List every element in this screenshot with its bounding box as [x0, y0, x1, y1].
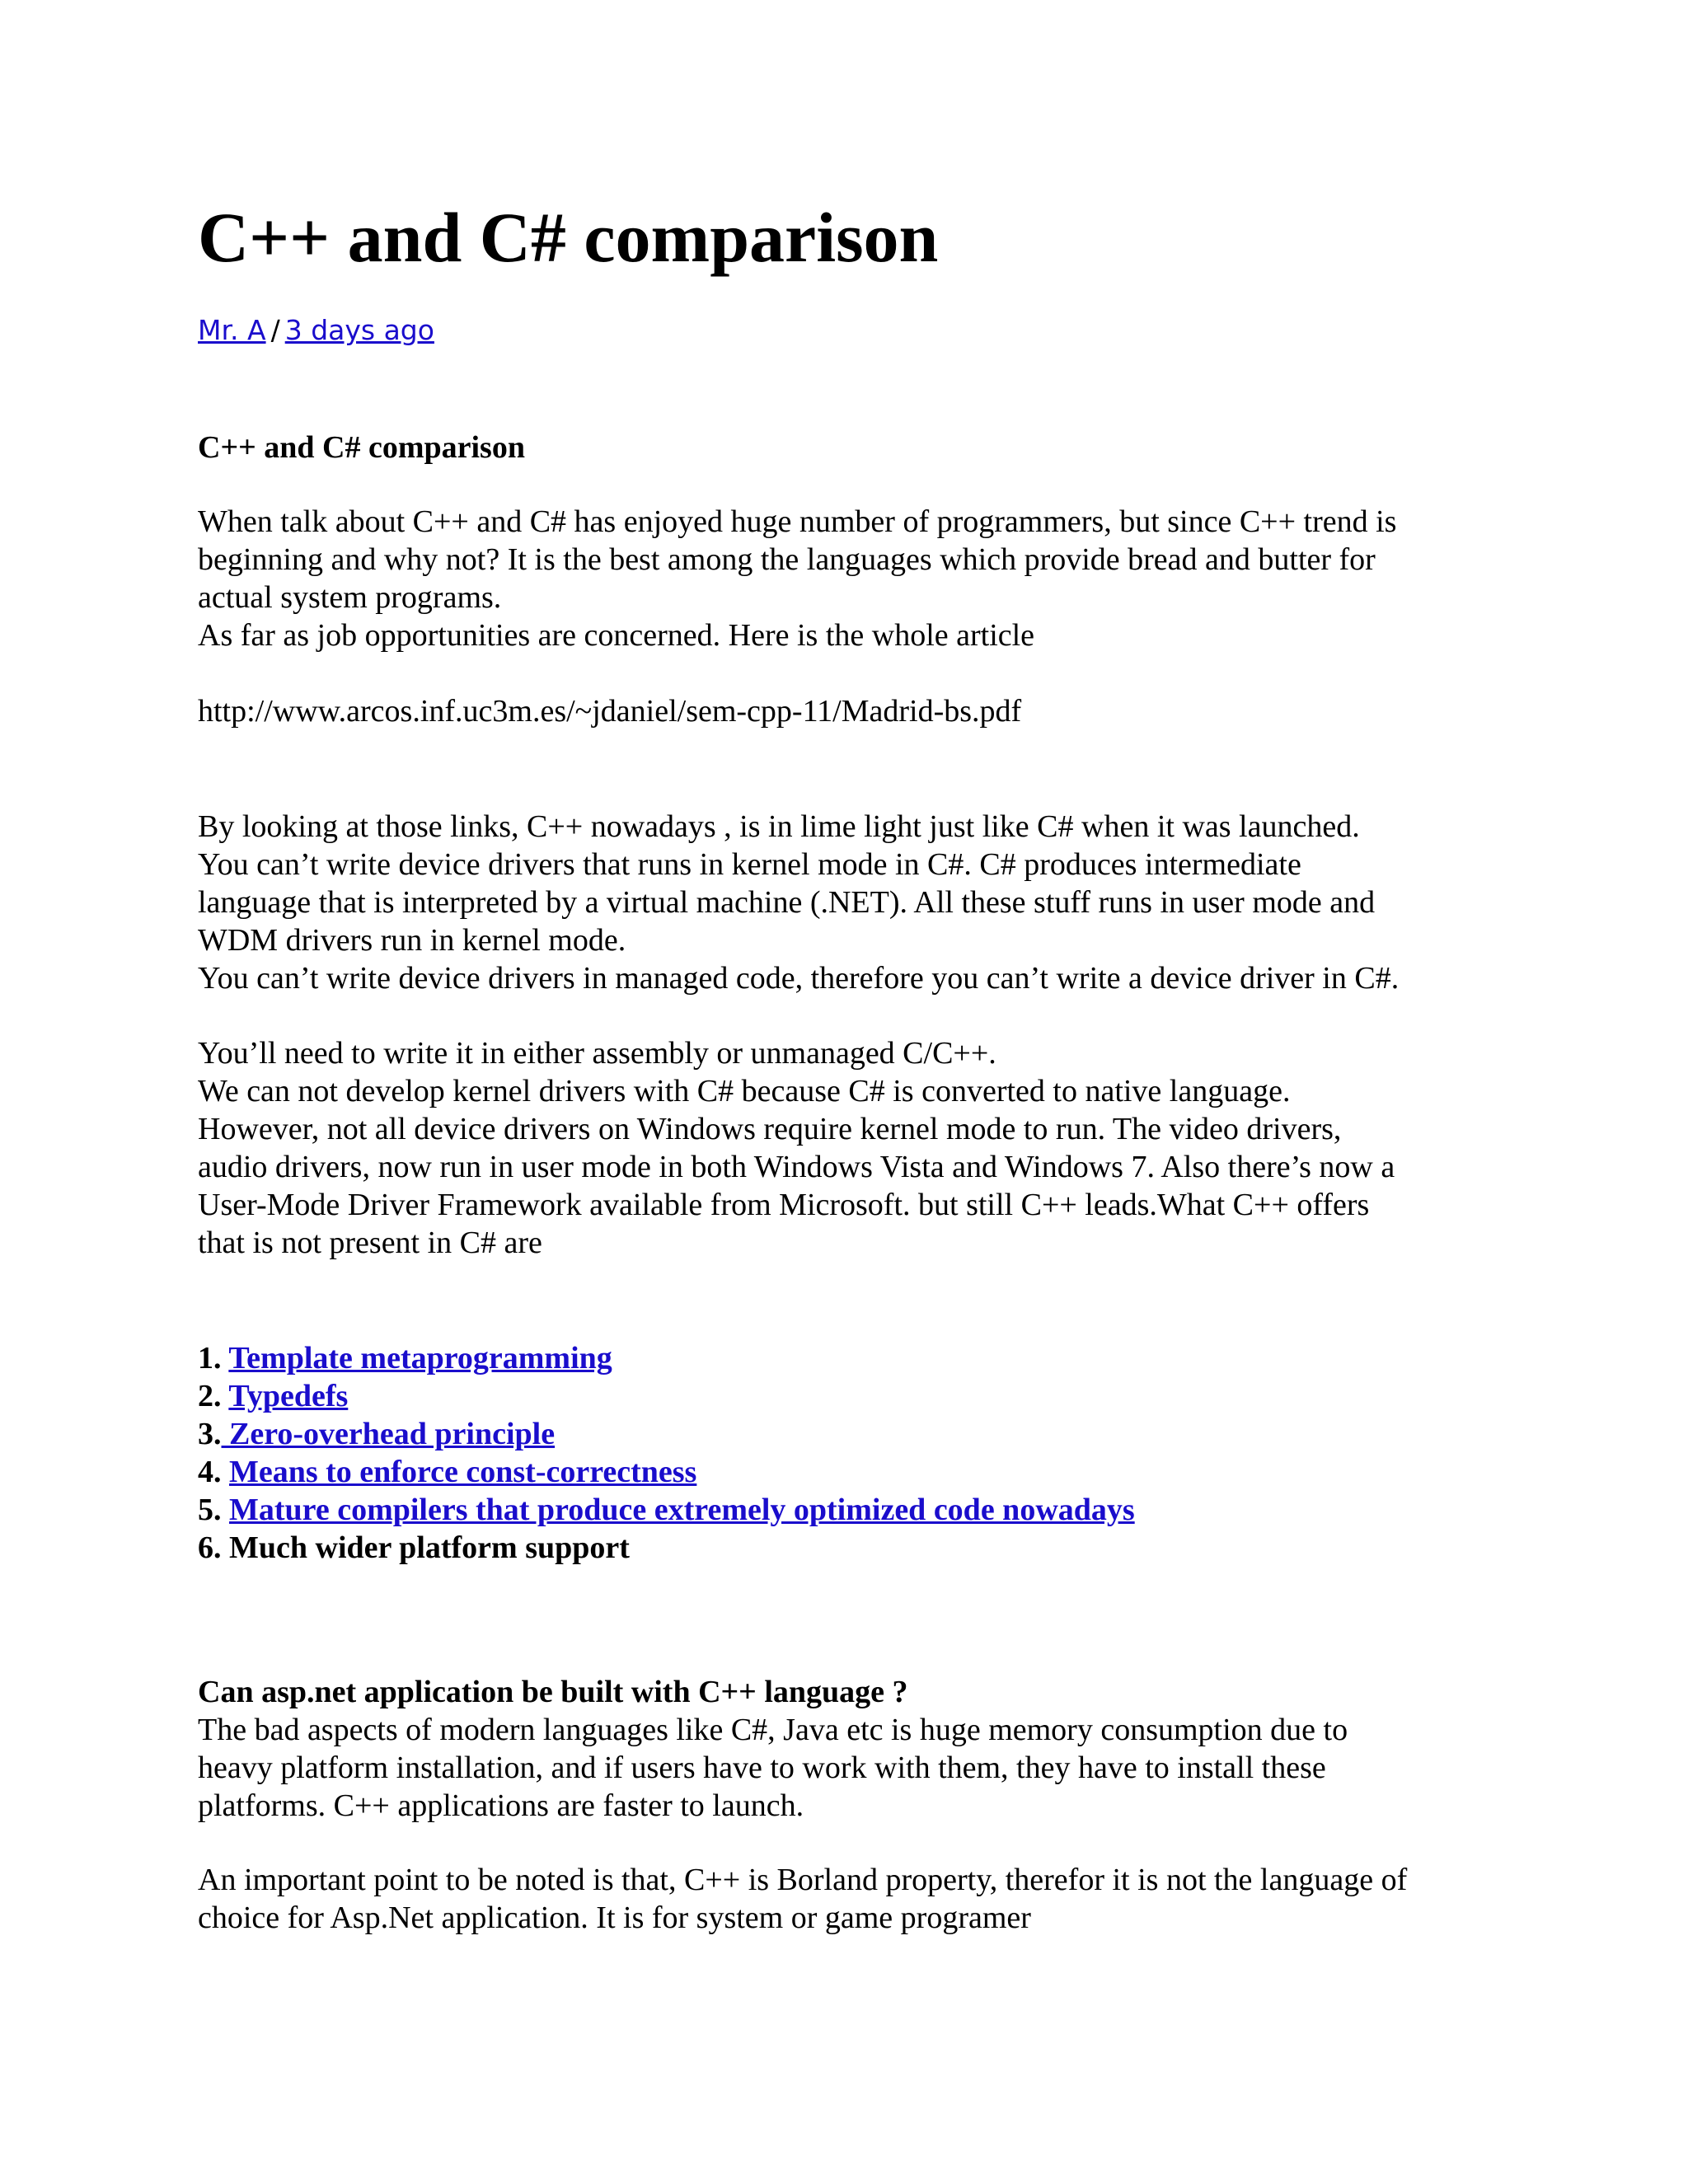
paragraph-line: An important point to be noted is that, C++ is Borland property, therefor it is not the language of [198, 1863, 1408, 1897]
paragraph-line: User-Mode Driver Framework available from Microsoft. but still C++ leads.What C++ offers [198, 1188, 1370, 1222]
feature-link[interactable]: Zero-overhead principle [221, 1417, 556, 1451]
borland-paragraph [198, 1861, 1500, 1937]
drivers-paragraph [198, 808, 1500, 997]
paragraph-line: By looking at those links, C++ nowadays , is in lime light just like C# when it was launched. [198, 809, 1360, 844]
byline-separator: / [270, 314, 280, 346]
feature-item-template-metaprogramming [198, 1339, 1500, 1377]
paragraph-line: actual system programs. [198, 580, 502, 615]
list-number: 4. [198, 1455, 229, 1489]
article-url [198, 692, 1500, 730]
section-heading-comparison [198, 429, 1500, 466]
kernel-paragraph [198, 1034, 1500, 1262]
paragraph-line: We can not develop kernel drivers with C# because C# is converted to native language. [198, 1074, 1291, 1108]
section-heading: Can asp.net application be built with C++ language ? [198, 1675, 908, 1709]
paragraph-line: The bad aspects of modern languages like C#, Java etc is huge memory consumption due to [198, 1713, 1348, 1747]
paragraph-line: When talk about C++ and C# has enjoyed huge number of programmers, but since C++ trend is [198, 504, 1397, 539]
paragraph-line: platforms. C++ applications are faster to launch. [198, 1788, 804, 1823]
paragraph-line: However, not all device drivers on Windows require kernel mode to run. The video drivers, [198, 1112, 1342, 1146]
feature-item-zero-overhead [198, 1415, 1500, 1453]
url-text: http://www.arcos.inf.uc3m.es/~jdaniel/sem-cpp-11/Madrid-bs.pdf [198, 694, 1022, 729]
list-number: 1. [198, 1341, 229, 1376]
paragraph-line: You can’t write device drivers in managed code, therefore you can’t write a device driver in C#. [198, 961, 1400, 996]
feature-link[interactable]: Typedefs [228, 1379, 349, 1413]
paragraph-line: WDM drivers run in kernel mode. [198, 923, 626, 958]
paragraph-line: language that is interpreted by a virtual machine (.NET). All these stuff runs in user mode and [198, 885, 1376, 920]
feature-link[interactable]: Template metaprogramming [228, 1341, 612, 1376]
feature-link[interactable]: Mature compilers that produce extremely optimized code nowadays [229, 1493, 1135, 1527]
paragraph-line: As far as job opportunities are concerned. Here is the whole article [198, 618, 1035, 653]
paragraph-line: You can’t write device drivers that runs in kernel mode in C#. C# produces intermediate [198, 847, 1301, 882]
section-heading: C++ and C# comparison [198, 430, 525, 465]
feature-link[interactable]: Means to enforce const-correctness [229, 1455, 697, 1489]
byline [198, 312, 434, 349]
list-number: 6. [198, 1530, 229, 1565]
paragraph-line: choice for Asp.Net application. It is for system or game programer [198, 1900, 1031, 1935]
paragraph-line: beginning and why not? It is the best among the languages which provide bread and butter for [198, 542, 1376, 577]
list-number: 2. [198, 1379, 229, 1413]
feature-item-typedefs [198, 1377, 1500, 1415]
aspnet-section [198, 1673, 1500, 1825]
paragraph-line: You’ll need to write it in either assembly or unmanaged C/C++. [198, 1036, 996, 1071]
intro-paragraph [198, 503, 1500, 654]
list-number: 5. [198, 1493, 229, 1527]
paragraph-line: audio drivers, now run in user mode in both Windows Vista and Windows 7. Also there’s now a [198, 1150, 1395, 1184]
feature-item-platform-support [198, 1529, 1500, 1567]
feature-item-mature-compilers [198, 1491, 1500, 1529]
list-number: 3. [198, 1417, 222, 1451]
paragraph-line: that is not present in C# are [198, 1226, 542, 1260]
page-title: C++ and C# comparison [198, 198, 939, 277]
feature-list [198, 1339, 1500, 1567]
feature-text: Much wider platform support [229, 1530, 630, 1565]
paragraph-line: heavy platform installation, and if users have to work with them, they have to install these [198, 1750, 1326, 1785]
feature-item-const-correctness [198, 1453, 1500, 1491]
date-link[interactable]: 3 days ago [284, 314, 434, 346]
author-link[interactable]: Mr. A [198, 314, 266, 346]
